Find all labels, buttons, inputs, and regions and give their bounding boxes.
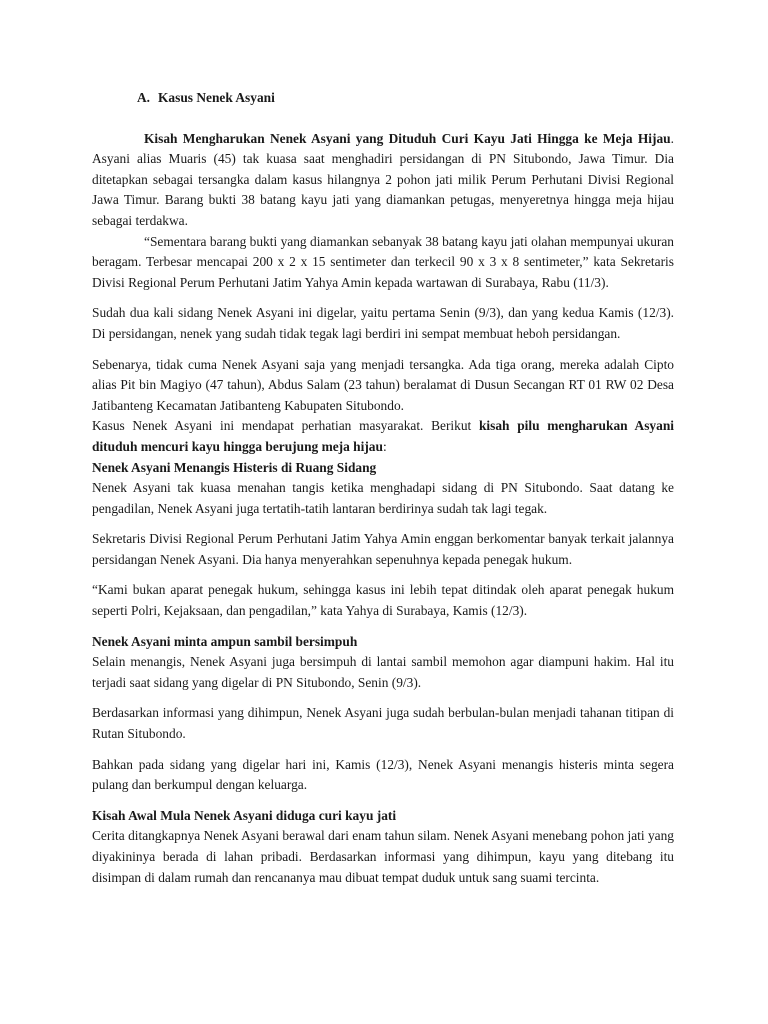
paragraph-tersangka: Sebenarya, tidak cuma Nenek Asyani saja yang menjadi tersangka. Ada tiga orang, mereka adalah Cipto alias Pit bin Magiyo (47 tahun), Abdus Salam (23 tahun) beralamat di Dusun Secangan RT 01 RW 02 Desa Jatibanteng Kecamatan Jatibanteng Kabupaten Situbondo.: [92, 356, 674, 413]
paragraph-tahanan: Berdasarkan informasi yang dihimpun, Nenek Asyani juga sudah berbulan-bulan menjadi tahanan titipan di Rutan Situbondo.: [92, 705, 674, 742]
section-number: A.: [137, 90, 151, 105]
document-page: [92, 88, 674, 888]
subheading-awal-mula: Kisah Awal Mula Nenek Asyani diduga curi kayu jati: [92, 807, 397, 823]
paragraph-perhatian-bold: kisah pilu mengharukan Asyani dituduh mencuri kayu hingga berujung meja hijau: [92, 418, 674, 454]
intro-text: . Asyani alias Muaris (45) tak kuasa saat menghadiri persidangan di PN Situbondo, Jawa Timur. Dia ditetapkan sebagai tersangka dalam kasus hilangnya 2 pohon jati milik Perum Perhutani Divisi Regional Jawa Timur. Barang bukti 38 batang kayu jati yang diamankan petugas, menyeretnya hingga meja hijau sebagai terdakwa.: [92, 130, 674, 228]
subheading-bersimpuh: Nenek Asyani minta ampun sambil bersimpuh: [92, 633, 358, 649]
section-heading: [137, 88, 674, 109]
paragraph-histeris: Bahkan pada sidang yang digelar hari ini, Kamis (12/3), Nenek Asyani menangis histeris minta segera pulang dan berkumpul dengan keluarga.: [92, 756, 674, 793]
paragraph-perhatian-start: Kasus Nenek Asyani ini mendapat perhatian masyarakat. Berikut: [92, 418, 479, 434]
section-title: Kasus Nenek Asyani: [158, 90, 275, 105]
paragraph-tangis: Nenek Asyani tak kuasa menahan tangis ketika menghadapi sidang di PN Situbondo. Saat datang ke pengadilan, Nenek Asyani juga tertatih-tatih lantaran berdirinya sudah tak lagi tegak.: [92, 480, 674, 516]
paragraph-perhatian: [92, 416, 674, 457]
paragraph-bersimpuh: Selain menangis, Nenek Asyani juga bersimpuh di lantai sambil memohon agar diampuni hakim. Hal itu terjadi saat sidang yang digelar di PN Situbondo, Senin (9/3).: [92, 654, 674, 690]
paragraph-sidang: Sudah dua kali sidang Nenek Asyani ini digelar, yaitu pertama Senin (9/3), dan yang kedua Kamis (12/3). Di persidangan, nenek yang sudah tidak tegak lagi berdiri ini sempat membuat heboh persidangan.: [92, 305, 674, 341]
intro-headline: Kisah Mengharukan Nenek Asyani yang Dituduh Curi Kayu Jati Hingga ke Meja Hijau: [144, 130, 671, 146]
paragraph-awal-mula: Cerita ditangkapnya Nenek Asyani berawal dari enam tahun silam. Nenek Asyani menebang pohon jati yang diyakininya berada di lahan pribadi. Berdasarkan informasi yang dihimpun, kayu yang ditebang itu disimpan di dalam rumah dan rencananya mau dibuat tempat duduk untuk sang suami tercinta.: [92, 828, 674, 885]
paragraph-perhatian-end: :: [382, 438, 387, 454]
quote-paragraph: “Sementara barang bukti yang diamankan sebanyak 38 batang kayu jati olahan mempunyai ukuran beragam. Terbesar mencapai 200 x 2 x 15 sentimeter dan terkecil 90 x 3 x 8 sentimeter,” kata Sekretaris Divisi Regional Perum Perhutani Jatim Yahya Amin kepada wartawan di Surabaya, Rabu (11/3).: [92, 233, 674, 290]
subheading-menangis: Nenek Asyani Menangis Histeris di Ruang Sidang: [92, 459, 377, 475]
paragraph-sekretaris: Sekretaris Divisi Regional Perum Perhutani Jatim Yahya Amin enggan berkomentar banyak terkait jalannya persidangan Nenek Asyani. Dia hanya menyerahkan sepenuhnya kepada penegak hukum.: [92, 531, 674, 567]
intro-paragraph: [92, 129, 674, 232]
paragraph-kutipan-yahya: “Kami bukan aparat penegak hukum, sehingga kasus ini lebih tepat ditindak oleh aparat penegak hukum seperti Polri, Kejaksaan, dan pengadilan,” kata Yahya di Surabaya, Kamis (12/3).: [92, 582, 674, 619]
